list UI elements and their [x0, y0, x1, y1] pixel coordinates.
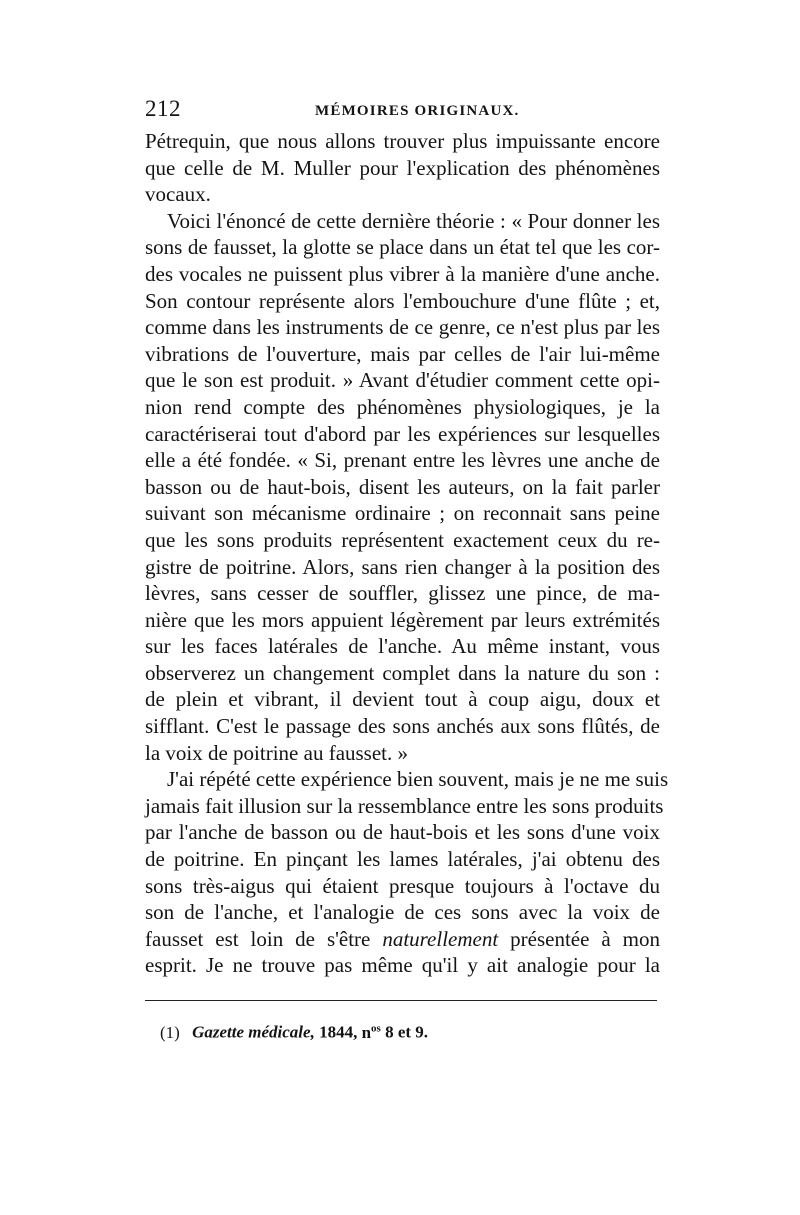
text-line: vocaux. — [145, 182, 211, 207]
running-head: MÉMOIRES ORIGINAUX. — [315, 103, 520, 119]
footnote-rule — [145, 1000, 657, 1001]
text-line: nière que les mors appuient légèrement par leurs extrémités — [145, 607, 660, 632]
text-line: lèvres, sans cesser de souffler, glissez une pince, de ma- — [145, 581, 660, 606]
text-line: de poitrine. En pinçant les lames latérales, j'ai obtenu des — [145, 847, 660, 872]
emphasis-word: naturellement — [382, 926, 499, 951]
footnote — [160, 1022, 428, 1043]
footnote-marker: (1) — [160, 1022, 180, 1042]
text-line: J'ai répété cette expérience bien souvent, mais je ne me suis — [167, 767, 669, 792]
text-line: elle a été fondée. « Si, prenant entre les lèvres une anche de — [145, 448, 660, 473]
text-line: par l'anche de basson ou de haut-bois et les sons d'une voix — [145, 820, 660, 845]
text-line: sons très-aigus qui étaient presque toujours à l'octave du — [145, 873, 660, 898]
line-end: présentée à mon — [498, 926, 660, 951]
text-line: de plein et vibrant, il devient tout à coup aigu, doux et — [145, 687, 660, 712]
text-line: la voix de poitrine au fausset. » — [145, 740, 409, 765]
page-header — [145, 96, 660, 126]
text-line: caractériserai tout d'abord par les expériences sur lesquelles — [145, 421, 660, 446]
body-text — [145, 128, 669, 979]
text-line: vibrations de l'ouverture, mais par celles de l'air lui-même — [145, 341, 660, 366]
text-line: Pétrequin, que nous allons trouver plus impuissante encore — [145, 129, 660, 153]
text-line: sur les faces latérales de l'anche. Au même instant, vous — [145, 634, 660, 659]
text-line: son de l'anche, et l'analogie de ces sons avec la voix de — [145, 900, 660, 925]
text-line-emphasis — [145, 926, 660, 953]
text-line: que les sons produits représentent exactement ceux du re- — [145, 527, 660, 552]
text-line: Voici l'énoncé de cette dernière théorie : « Pour donner les — [167, 208, 660, 233]
page-number: 212 — [145, 96, 181, 121]
text-line: suivant son mécanisme ordinaire ; on reconnait sans peine — [145, 501, 660, 526]
text-line: nion rend compte des phénomènes physiologiques, je la — [145, 394, 660, 419]
text-line: que le son est produit. » Avant d'étudier comment cette opi- — [145, 368, 660, 393]
text-line: jamais fait illusion sur la ressemblance entre les sons produits — [145, 793, 664, 818]
footnote-year: 1844, — [319, 1022, 358, 1042]
line-start: fausset est loin de s'être — [145, 926, 383, 951]
text-line: comme dans les instruments de ce genre, ce n'est plus par les — [145, 315, 660, 340]
text-line: sons de fausset, la glotte se place dans un état tel que les cor- — [145, 235, 660, 260]
text-line: que celle de M. Muller pour l'explication des phénomènes — [145, 155, 660, 180]
footnote-journal: Gazette médicale, — [192, 1022, 315, 1042]
text-line: esprit. Je ne trouve pas même qu'il y ait analogie pour la — [145, 953, 660, 978]
text-line: observerez un changement complet dans la nature du son : — [145, 660, 660, 685]
text-line: gistre de poitrine. Alors, sans rien changer à la position des — [145, 554, 660, 579]
text-line: basson ou de haut-bois, disent les auteurs, on la fait parler — [145, 474, 660, 499]
text-line: Son contour représente alors l'embouchure d'une flûte ; et, — [145, 288, 660, 313]
text-line: des vocales ne puissent plus vibrer à la manière d'une anche. — [145, 261, 660, 286]
footnote-numbers: 8 et 9. — [385, 1022, 429, 1042]
footnote-nos: $n^{os}$ — [361, 1022, 381, 1042]
text-line: sifflant. C'est le passage des sons anchés aux sons flûtés, de — [145, 714, 660, 739]
